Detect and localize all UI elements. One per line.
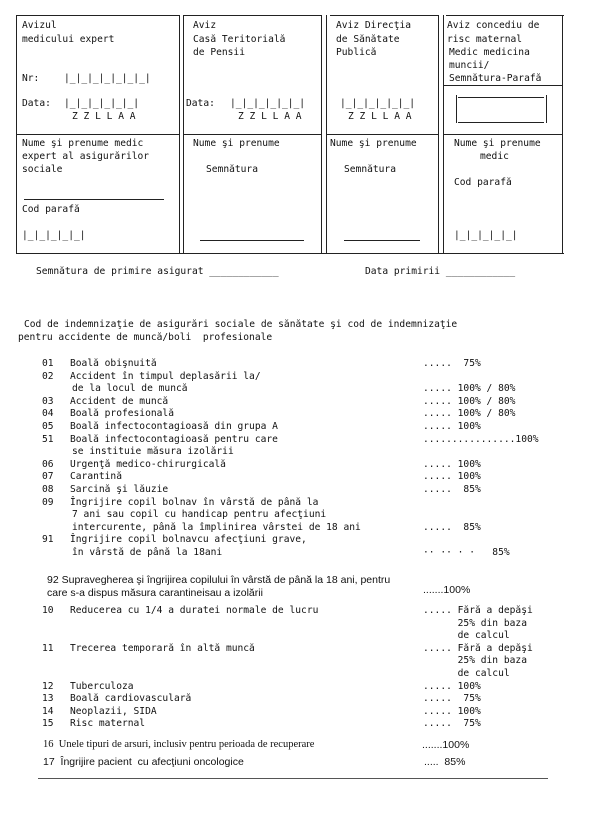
col3-date-letters: Z Z L L A A xyxy=(348,111,412,122)
col4-cod-label: Cod parafă xyxy=(454,177,512,188)
code-11-number: 11 xyxy=(42,642,54,654)
code-10-label: Reducerea cu 1/4 a duratei normale de lucru xyxy=(70,605,319,616)
code-10-rate: ..... Fără a depăşi xyxy=(423,605,533,616)
col1-date-letters: Z Z L L A A xyxy=(72,111,136,122)
code-51-label: Boală infectocontagioasă pentru care xyxy=(70,433,278,445)
code-09-label: intercurente, până la împlinirea vârstei de 18 ani xyxy=(72,521,361,533)
col2-name-label: Nume şi prenume xyxy=(193,138,280,149)
col4-title-line5: Semnătura-Parafă xyxy=(449,73,542,84)
code-92-label: Supravegherea şi îngrijirea copilului în vârstă de până la 18 ani, pentru xyxy=(61,574,391,586)
code-05-number: 05 xyxy=(42,421,54,432)
code-11-rate: de calcul xyxy=(423,668,510,679)
col3-title-line2: de Sănătate xyxy=(336,34,400,45)
codes-heading-line1: Cod de indemnizaţie de asigurări sociale de sănătate şi cod de indemnizaţie xyxy=(24,319,458,330)
col1-cod-boxes[interactable]: |_|_|_|_|_| xyxy=(22,230,86,241)
code-02-label: Accident în timpul deplasării la/ xyxy=(70,370,261,382)
code-91-label: în vârstă de până la 18ani xyxy=(72,547,223,558)
code-17-number: 17 xyxy=(43,756,55,768)
col3-signature-line[interactable] xyxy=(344,240,420,241)
code-17-label: Îngrijire pacient cu afecţiuni oncologice xyxy=(60,756,244,768)
col1-date-label: Data: xyxy=(22,98,51,109)
boxes-bottom xyxy=(16,253,564,254)
code-05-label: Boală infectocontagioasă din grupa A xyxy=(70,421,278,432)
col4-title-line4: muncii/ xyxy=(449,60,490,71)
box1-top xyxy=(16,15,179,16)
code-15-number: 15 xyxy=(42,718,54,730)
code-12-number: 12 xyxy=(42,680,54,692)
code-15-label: Risc maternal xyxy=(70,718,146,730)
col4-title-line2: risc maternal xyxy=(447,34,523,45)
insured-receipt-signature[interactable]: Semnătura de primire asigurat ____________ xyxy=(36,266,279,277)
box1-right xyxy=(179,15,180,253)
code-06-label: Urgenţă medico-chirurgicală xyxy=(70,458,226,470)
col3-sign-label: Semnătura xyxy=(344,164,396,175)
code-07-number: 07 xyxy=(42,471,54,483)
code-10-rate: 25% din baza xyxy=(423,617,527,629)
col3-title-line3: Publică xyxy=(336,47,377,58)
code-51-label: se instituie măsura izolării xyxy=(72,446,234,458)
col2-date-letters: Z Z L L A A xyxy=(238,111,302,122)
col4-divider-1 xyxy=(443,85,562,86)
box4-top xyxy=(446,15,564,16)
code-16-rate: .......100% xyxy=(422,739,470,751)
code-03-label: Accident de muncă xyxy=(70,395,169,407)
code-91-rate: ·· ·· · · 85% xyxy=(423,547,510,558)
code-10-number: 10 xyxy=(42,605,54,616)
code-03-rate: ..... 100% / 80% xyxy=(423,395,516,407)
code-92-number: 92 xyxy=(47,574,59,586)
code-16-row xyxy=(43,739,314,750)
code-14-number: 14 xyxy=(42,705,54,717)
code-11-rate: 25% din baza xyxy=(423,655,527,667)
code-03-number: 03 xyxy=(42,395,54,407)
col4-stamp-top xyxy=(458,97,544,98)
col2-sign-label: Semnătura xyxy=(206,164,258,175)
code-04-rate: ..... 100% / 80% xyxy=(423,408,516,420)
code-01-rate: ..... 75% xyxy=(423,358,481,369)
col4-name-line1: Nume şi prenume xyxy=(454,138,541,149)
code-17-rate: ..... 85% xyxy=(424,756,466,768)
code-10-rate: de calcul xyxy=(423,630,510,642)
col2-date-boxes[interactable]: |_|_|_|_|_|_| xyxy=(230,98,306,109)
code-13-rate: ..... 75% xyxy=(423,693,481,705)
code-02-number: 02 xyxy=(42,370,54,382)
col1-nr-label: Nr: xyxy=(22,73,40,84)
code-12-label: Tuberculoza xyxy=(70,680,134,692)
receipt-date[interactable]: Data primirii ____________ xyxy=(365,266,516,277)
code-01-number: 01 xyxy=(42,358,54,369)
col4-name-line2: medic xyxy=(480,151,509,162)
code-09-label: 7 ani sau copil cu handicap pentru afecţiuni xyxy=(72,509,327,521)
col3-divider-1 xyxy=(326,134,438,135)
col4-stamp-bottom[interactable] xyxy=(458,122,544,123)
col4-stamp-right xyxy=(546,95,547,123)
col1-divider-1 xyxy=(16,134,179,135)
code-09-number: 09 xyxy=(42,496,54,508)
code-06-number: 06 xyxy=(42,458,54,470)
col2-title-line1: Aviz xyxy=(193,20,217,31)
code-02-rate: ..... 100% / 80% xyxy=(423,383,516,395)
codes-heading-line2: pentru accidente de muncă/boli profesionale xyxy=(18,332,273,343)
bottom-rule xyxy=(38,778,548,779)
code-11-label: Trecerea temporară în altă muncă xyxy=(70,642,255,654)
col1-cod-label: Cod parafă xyxy=(22,204,80,215)
code-91-label: Îngrijire copil bolnavcu afecţiuni grave, xyxy=(70,534,307,546)
code-04-number: 04 xyxy=(42,408,54,420)
col4-divider-2 xyxy=(443,134,562,135)
col1-date-boxes[interactable]: |_|_|_|_|_|_| xyxy=(64,98,140,109)
col2-divider-1 xyxy=(183,134,321,135)
code-02-label: de la locul de muncă xyxy=(72,383,188,395)
code-04-label: Boală profesională xyxy=(70,408,174,420)
code-12-rate: ..... 100% xyxy=(423,680,481,692)
code-14-label: Neoplazii, SIDA xyxy=(70,705,157,717)
box2-top xyxy=(183,15,321,16)
code-06-rate: ..... 100% xyxy=(423,458,481,470)
code-07-rate: ..... 100% xyxy=(423,471,481,483)
col1-signature-line[interactable] xyxy=(24,199,164,200)
code-08-label: Sarcină şi lăuzie xyxy=(70,484,169,495)
col3-title-line1: Aviz Direcţia xyxy=(336,20,412,31)
col4-title-line1: Aviz concediu de xyxy=(447,20,540,31)
code-09-rate: ..... 85% xyxy=(423,521,481,533)
col1-title-line2: medicului expert xyxy=(22,34,115,45)
box3-right xyxy=(438,15,439,253)
code-08-number: 08 xyxy=(42,484,54,495)
code-13-label: Boală cardiovasculară xyxy=(70,693,192,705)
col4-stamp-left xyxy=(456,95,457,123)
col2-date-label: Data: xyxy=(186,98,215,109)
col1-name-line3: sociale xyxy=(22,164,63,175)
col2-title-line3: de Pensii xyxy=(193,47,245,58)
box2-right xyxy=(321,15,322,253)
code-16-label: Unele tipuri de arsuri, inclusiv pentru perioada de recuperare xyxy=(58,739,315,750)
box4-right xyxy=(562,15,563,253)
code-51-number: 51 xyxy=(42,433,54,445)
code-92-rate: .......100% xyxy=(423,584,471,596)
col3-name-label: Nume şi prenume xyxy=(330,138,417,149)
code-09-label: Îngrijire copil bolnav în vârstă de până la xyxy=(70,496,319,508)
code-17-row xyxy=(43,756,244,768)
col1-name-line1: Nume şi prenume medic xyxy=(22,138,144,149)
box3-top xyxy=(330,15,438,16)
col4-cod-boxes[interactable]: |_|_|_|_|_| xyxy=(454,230,518,241)
code-13-number: 13 xyxy=(42,693,54,705)
col4-title-line3: Medic medicina xyxy=(449,47,530,58)
col2-signature-line[interactable] xyxy=(200,240,304,241)
code-51-rate: ................100% xyxy=(423,433,539,445)
code-16-number: 16 xyxy=(43,739,54,750)
col1-title-line1: Avizul xyxy=(22,20,57,31)
code-08-rate: ..... 85% xyxy=(423,484,481,495)
code-91-number: 91 xyxy=(42,534,54,546)
col3-date-boxes[interactable]: |_|_|_|_|_|_| xyxy=(340,98,416,109)
code-14-rate: ..... 100% xyxy=(423,705,481,717)
code-07-label: Carantină xyxy=(70,471,122,483)
code-92-line2: care s-a dispus măsura carantineisau a izolării xyxy=(47,587,263,599)
code-92-line1 xyxy=(47,574,390,586)
col1-nr-boxes[interactable]: |_|_|_|_|_|_|_| xyxy=(64,73,151,84)
col2-title-line2: Casă Teritorială xyxy=(193,34,286,45)
code-05-rate: ..... 100% xyxy=(423,421,481,432)
code-15-rate: ..... 75% xyxy=(423,718,481,730)
col1-name-line2: expert al asigurărilor xyxy=(22,151,150,162)
code-11-rate: ..... Fără a depăşi xyxy=(423,642,533,654)
code-01-label: Boală obişnuită xyxy=(70,358,157,369)
